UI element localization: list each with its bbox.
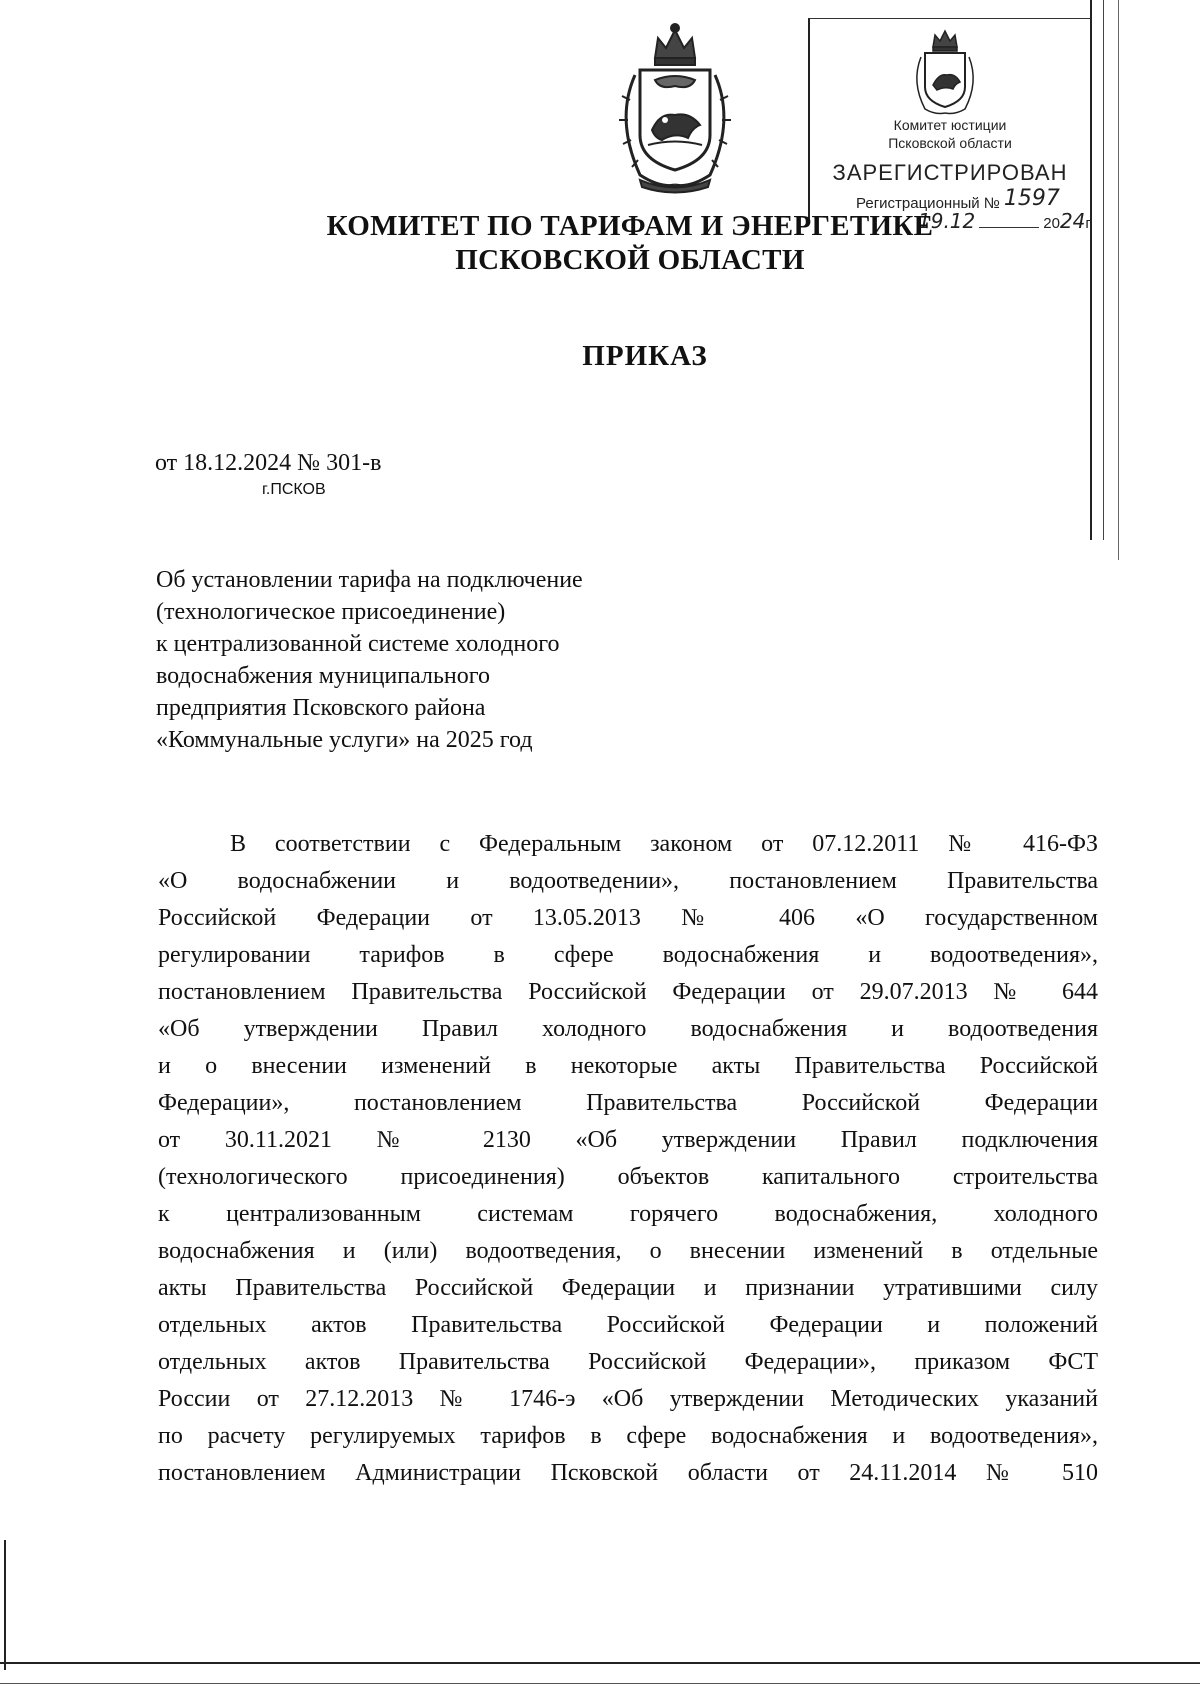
- body-line: Федерации», постановлением Правительства Российской Федерации: [158, 1090, 1098, 1116]
- body-line: В соответствии с Федеральным законом от 07.12.2011 № 416-ФЗ: [230, 831, 1098, 857]
- stamp-org-line2: Псковской области: [888, 135, 1012, 151]
- subject-line: к централизованной системе холодного: [156, 631, 560, 657]
- scan-border-right-outer: [1118, 0, 1119, 560]
- stamp-date-day: 19.12: [918, 209, 976, 233]
- stamp-date-year-prefix: 20: [1043, 215, 1060, 232]
- stamp-reg-number: 1597: [1003, 186, 1060, 211]
- scan-border-left: [4, 1540, 6, 1670]
- body-line: постановлением Администрации Псковской области от 24.11.2014 № 510: [158, 1460, 1098, 1486]
- org-name-line1: КОМИТЕТ ПО ТАРИФАМ И ЭНЕРГЕТИКЕ: [326, 210, 934, 242]
- body-line: отдельных актов Правительства Российской Федерации», приказом ФСТ: [158, 1349, 1098, 1375]
- stamp-date-suffix: г.: [1085, 215, 1094, 232]
- body-line: отдельных актов Правительства Российской Федерации и положений: [158, 1312, 1098, 1338]
- body-line: «Об утверждении Правил холодного водоснабжения и водоотведения: [158, 1016, 1098, 1042]
- body-line: Российской Федерации от 13.05.2013 № 406 «О государственном: [158, 905, 1098, 931]
- document-body: [158, 826, 1098, 1492]
- scan-border-bottom-inner: [0, 1683, 1200, 1684]
- body-line: (технологического присоединения) объектов капитального строительства: [158, 1164, 1098, 1190]
- body-line: по расчету регулируемых тарифов в сфере водоснабжения и водоотведения»,: [158, 1423, 1098, 1449]
- body-line: регулировании тарифов в сфере водоснабжения и водоотведения»,: [158, 942, 1098, 968]
- scan-border-bottom: [0, 1662, 1200, 1664]
- body-line: к централизованным системам горячего водоснабжения, холодного: [158, 1201, 1098, 1227]
- body-line: от 30.11.2021 № 2130 «Об утверждении Правил подключения: [158, 1127, 1098, 1153]
- org-name-line2: ПСКОВСКОЙ ОБЛАСТИ: [455, 244, 805, 276]
- subject-line: (технологическое присоединение): [156, 599, 506, 625]
- registration-stamp: [808, 18, 1094, 233]
- body-line: России от 27.12.2013 № 1746-э «Об утверждении Методических указаний: [158, 1386, 1098, 1412]
- coat-of-arms-icon: [600, 20, 750, 195]
- subject-line: предприятия Псковского района: [156, 695, 486, 721]
- subject-line: водоснабжения муниципального: [156, 663, 490, 689]
- stamp-coat-of-arms-icon: [905, 27, 985, 117]
- subject-line: «Коммунальные услуги» на 2025 год: [156, 727, 533, 753]
- document-city: г.ПСКОВ: [262, 481, 326, 498]
- subject-line: Об установлении тарифа на подключение: [156, 567, 583, 593]
- document-date-number: от 18.12.2024 № 301-в: [155, 450, 382, 476]
- body-line: «О водоснабжении и водоотведении», постановлением Правительства: [158, 868, 1098, 894]
- stamp-status: ЗАРЕГИСТРИРОВАН: [832, 160, 1068, 185]
- document-type: ПРИКАЗ: [582, 340, 708, 372]
- body-line: и о внесении изменений в некоторые акты Правительства Российской: [158, 1053, 1098, 1079]
- stamp-date-year: 24: [1059, 209, 1086, 233]
- stamp-org-line1: Комитет юстиции: [893, 117, 1007, 133]
- stamp-reg-label: Регистрационный №: [856, 195, 1000, 212]
- body-line: постановлением Правительства Российской Федерации от 29.07.2013 № 644: [158, 979, 1098, 1005]
- document-subject: [156, 564, 696, 756]
- body-line: водоснабжения и (или) водоотведения, о внесении изменений в отдельные: [158, 1238, 1098, 1264]
- body-line: акты Правительства Российской Федерации и признании утратившими силу: [158, 1275, 1098, 1301]
